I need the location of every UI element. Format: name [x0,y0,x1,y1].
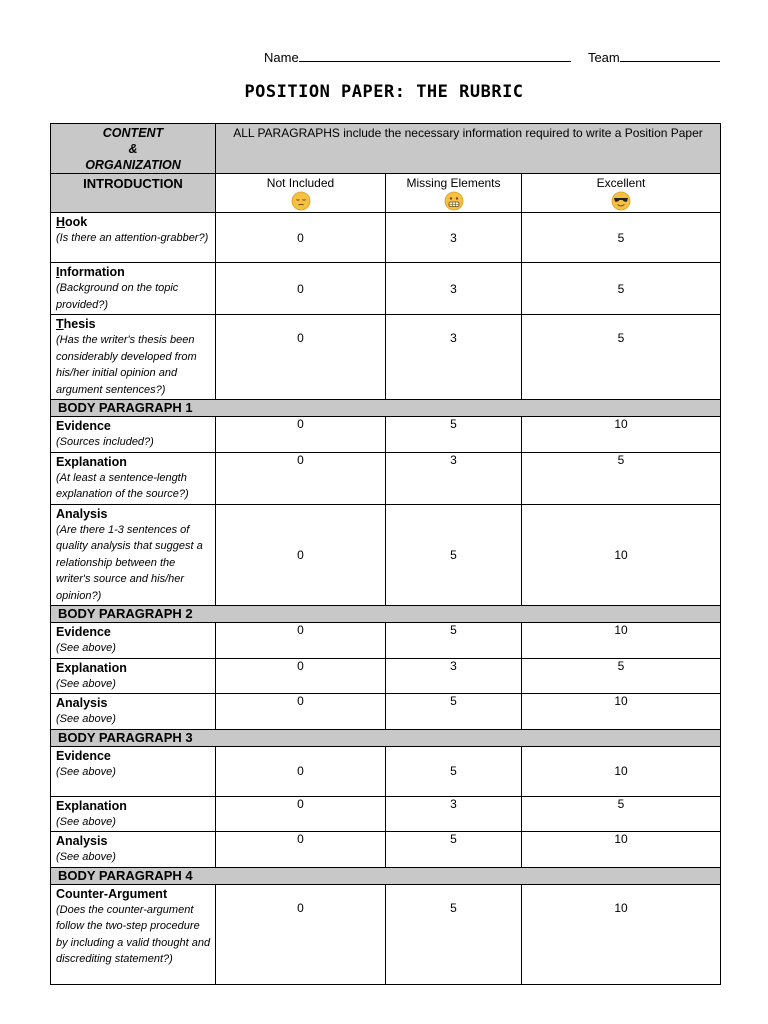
criterion-information: Information (Background on the topic provided?) [51,263,216,315]
criterion-thesis: Thesis (Has the writer's thesis been considerably developed from his/her initial opinion and argument sentences?) [51,315,216,400]
content-organization-header: CONTENT & ORGANIZATION [51,124,216,174]
score-excellent: 5 [522,213,721,263]
col-excellent: Excellent [522,174,721,213]
table-row [51,263,721,315]
team-field[interactable] [620,47,720,62]
table-row [51,504,721,606]
team-label: Team [587,50,620,65]
table-row [51,832,721,868]
table-row [51,658,721,694]
score-excellent: 10 [522,623,721,659]
score-not-included: 0 [216,746,386,796]
section-header: BODY PARAGRAPH 2 [51,606,721,623]
criterion-analysis: Analysis (Are there 1-3 sentences of quality analysis that suggest a relationship between the writer's source and his/her opinion?) [51,504,216,606]
page-title: POSITION PAPER: THE RUBRIC [244,82,524,102]
table-row [51,796,721,832]
table-row [51,694,721,730]
score-excellent: 5 [522,263,721,315]
column-header-row [51,174,721,213]
score-excellent: 10 [522,884,721,984]
score-not-included: 0 [216,796,386,832]
criterion-evidence: Evidence (See above) [51,746,216,796]
score-not-included: 0 [216,263,386,315]
score-not-included: 0 [216,832,386,868]
rubric-table [50,123,721,985]
score-not-included: 0 [216,694,386,730]
score-excellent: 10 [522,746,721,796]
score-missing: 3 [386,658,522,694]
table-row [51,315,721,400]
score-not-included: 0 [216,452,386,504]
score-missing: 5 [386,832,522,868]
score-missing: 5 [386,504,522,606]
header-fields [264,47,720,65]
criterion-analysis: Analysis (See above) [51,832,216,868]
score-excellent: 10 [522,832,721,868]
score-excellent: 5 [522,796,721,832]
score-excellent: 10 [522,694,721,730]
score-missing: 5 [386,884,522,984]
score-not-included: 0 [216,213,386,263]
score-missing: 3 [386,452,522,504]
score-not-included: 0 [216,658,386,694]
criterion-counter-argument: Counter-Argument (Does the counter-argument follow the two-step procedure by including a valid thought and discrediting statement?) [51,884,216,984]
score-excellent: 5 [522,315,721,400]
score-missing: 3 [386,796,522,832]
criterion-evidence: Evidence (Sources included?) [51,417,216,453]
name-field[interactable] [299,47,571,62]
score-missing: 3 [386,263,522,315]
criterion-evidence: Evidence (See above) [51,623,216,659]
score-not-included: 0 [216,315,386,400]
header-row [51,124,721,174]
table-row [51,746,721,796]
table-row [51,623,721,659]
score-missing: 5 [386,623,522,659]
rubric-description: ALL PARAGRAPHS include the necessary information required to write a Position Paper [216,124,721,174]
col-not-included: Not Included [216,174,386,213]
criterion-analysis: Analysis (See above) [51,694,216,730]
name-label: Name [264,50,299,65]
score-not-included: 0 [216,884,386,984]
criterion-explanation: Explanation (See above) [51,658,216,694]
section-header: BODY PARAGRAPH 4 [51,867,721,884]
grimacing-face-icon [444,191,464,211]
score-missing: 5 [386,417,522,453]
score-missing: 3 [386,315,522,400]
score-excellent: 10 [522,504,721,606]
pensive-face-icon [291,191,311,211]
score-not-included: 0 [216,417,386,453]
criterion-hook: Hook (Is there an attention-grabber?) [51,213,216,263]
criterion-explanation: Explanation (See above) [51,796,216,832]
score-missing: 3 [386,213,522,263]
score-excellent: 5 [522,452,721,504]
score-missing: 5 [386,746,522,796]
score-excellent: 10 [522,417,721,453]
score-missing: 5 [386,694,522,730]
section-header: BODY PARAGRAPH 3 [51,729,721,746]
section-header: BODY PARAGRAPH 1 [51,400,721,417]
sunglasses-face-icon [611,191,631,211]
table-row [51,417,721,453]
score-not-included: 0 [216,623,386,659]
introduction-label: INTRODUCTION [51,174,216,213]
score-excellent: 5 [522,658,721,694]
col-missing-elements: Missing Elements [386,174,522,213]
score-not-included: 0 [216,504,386,606]
criterion-explanation: Explanation (At least a sentence-length explanation of the source?) [51,452,216,504]
table-row [51,213,721,263]
table-row [51,884,721,984]
table-row [51,452,721,504]
